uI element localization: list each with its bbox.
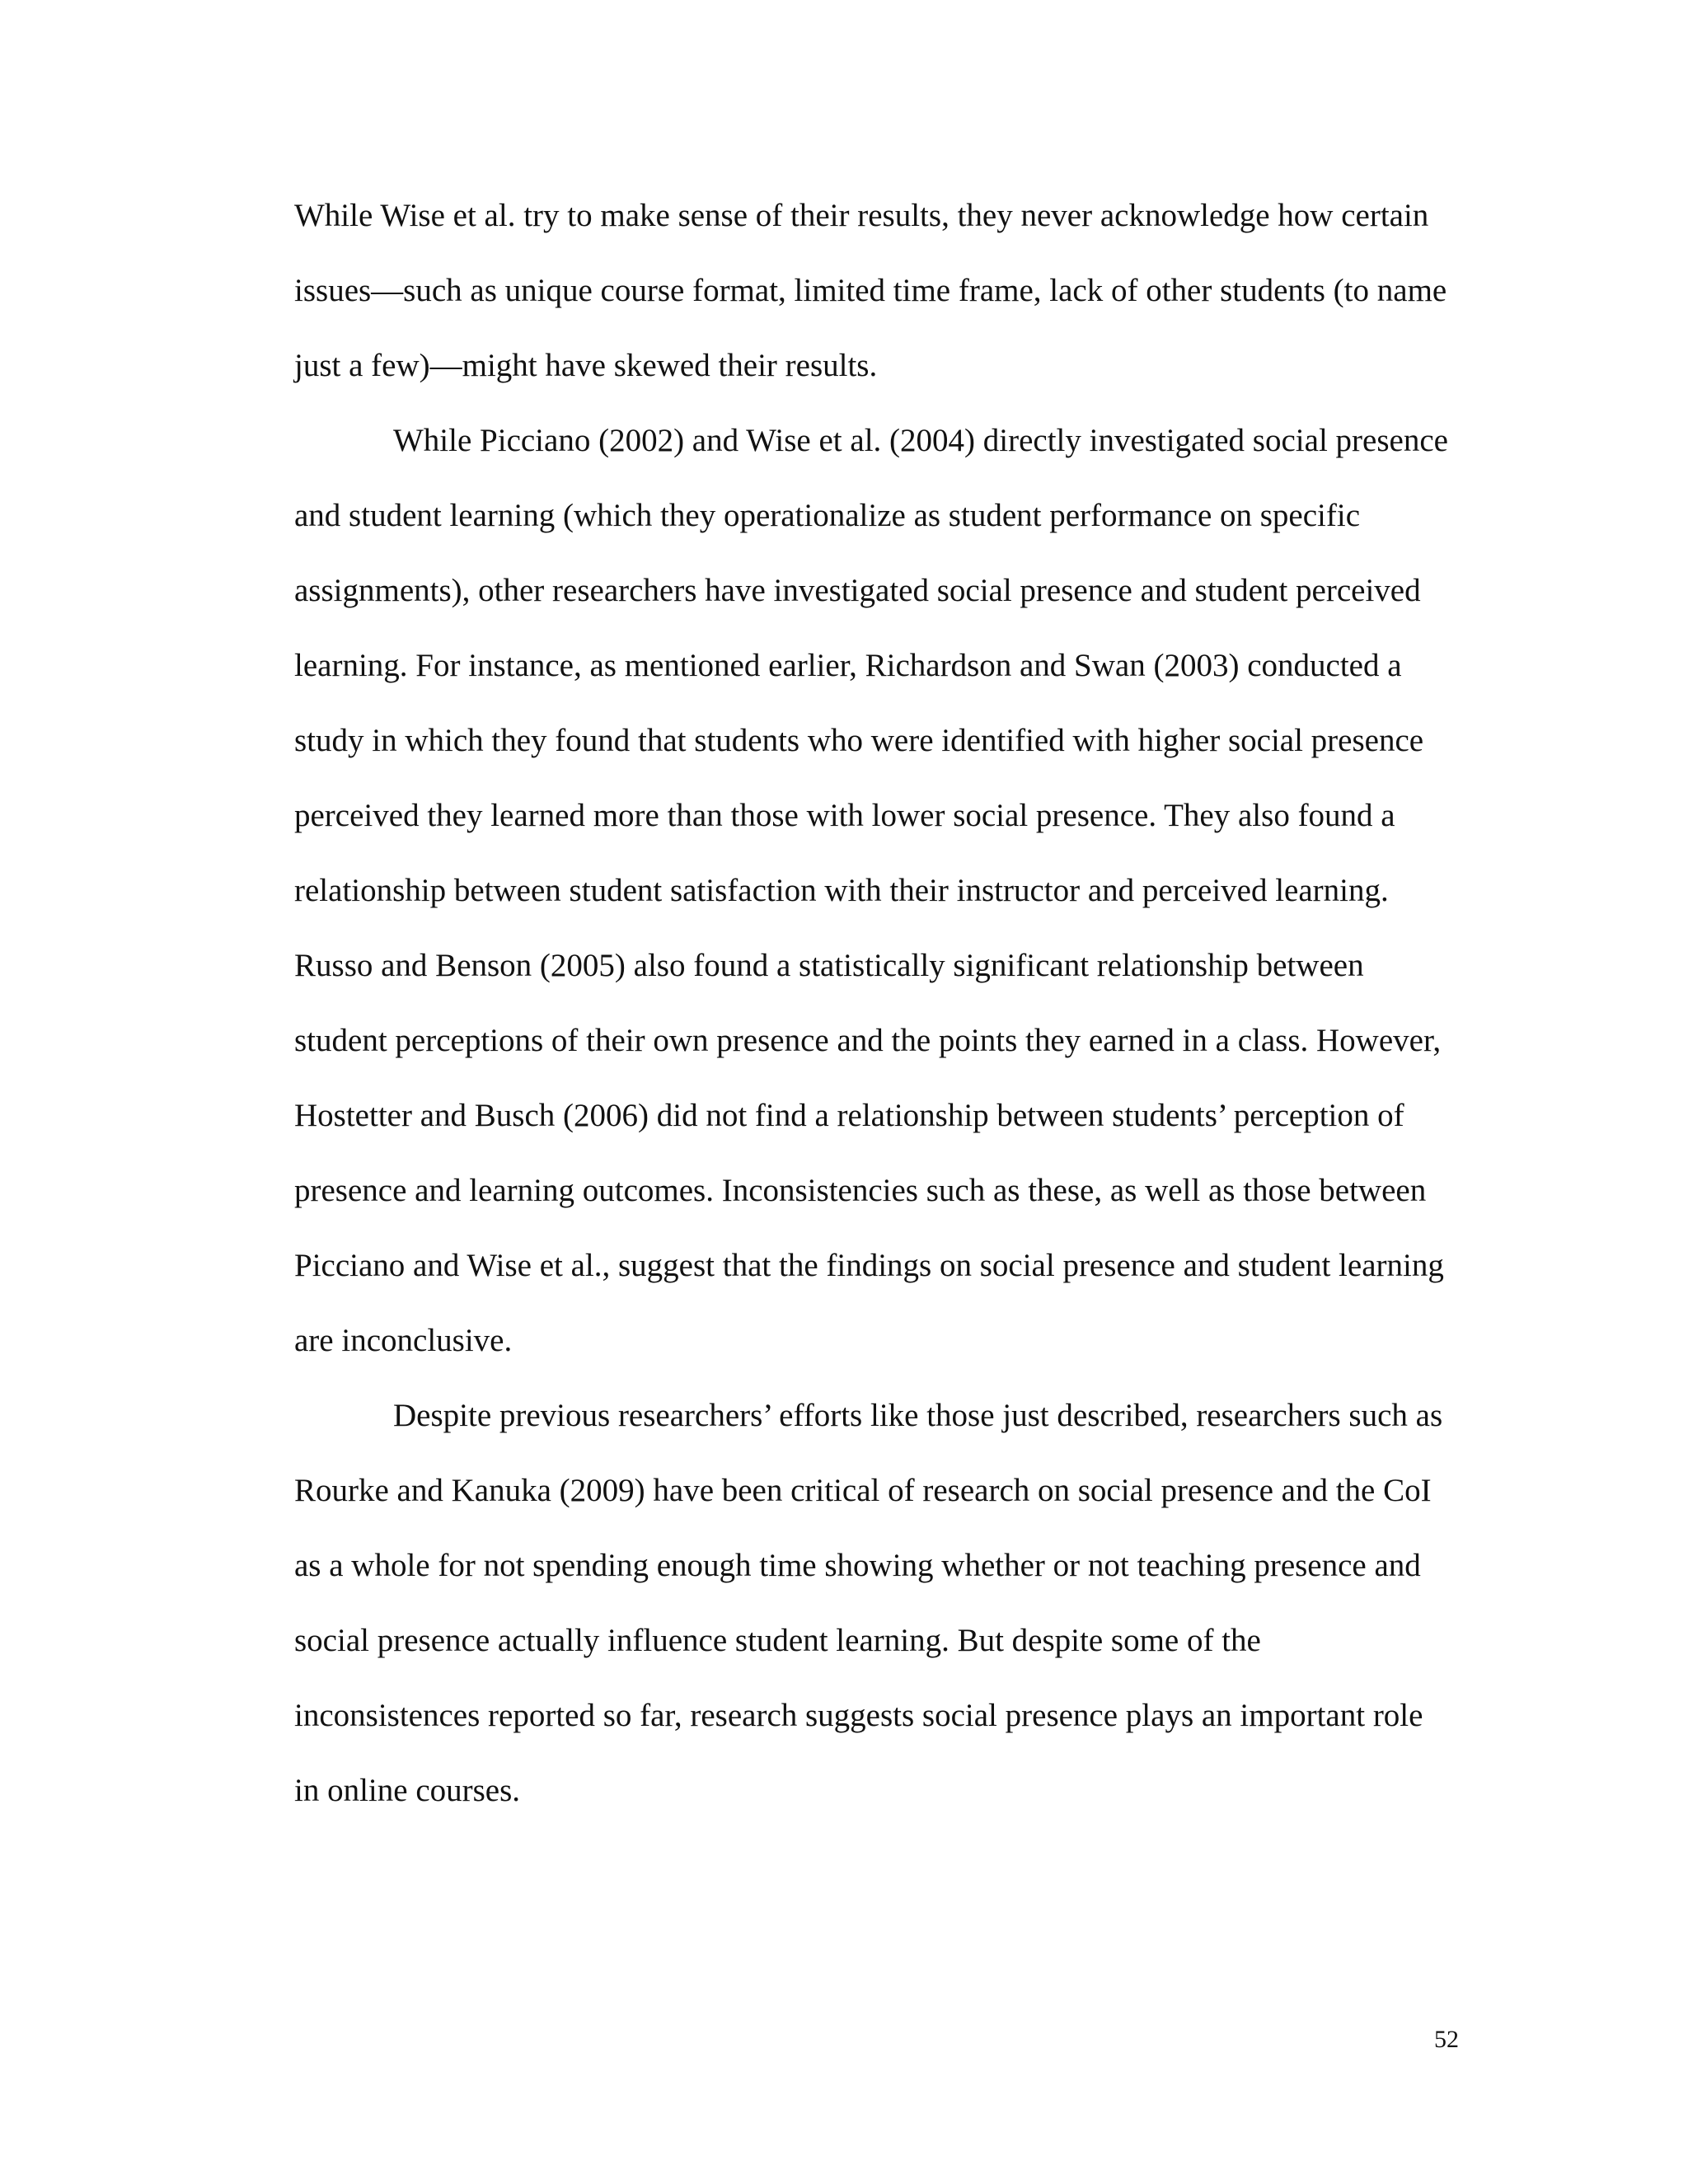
text-line-15: Picciano and Wise et al., suggest that the findings on social presence and student learning — [294, 1248, 1444, 1283]
text-line-7: learning. For instance, as mentioned earlier, Richardson and Swan (2003) conducted a — [294, 648, 1402, 683]
text-line-2: issues—such as unique course format, limited time frame, lack of other students (to name — [294, 273, 1447, 308]
paragraph-2-line-1: While Picciano (2002) and Wise et al. (2004) directly investigated social presence — [393, 423, 1448, 458]
text-line-11: Russo and Benson (2005) also found a statistically significant relationship between — [294, 948, 1364, 983]
text-line-16: are inconclusive. — [294, 1323, 513, 1358]
text-line-9: perceived they learned more than those with lower social presence. They also found a — [294, 798, 1395, 833]
text-line-14: presence and learning outcomes. Inconsistencies such as these, as well as those between — [294, 1173, 1427, 1208]
text-line-3: just a few)—might have skewed their results. — [294, 348, 878, 383]
text-line-13: Hostetter and Busch (2006) did not find a relationship between students’ perception of — [294, 1098, 1404, 1133]
text-line-5: and student learning (which they operationalize as student performance on specific — [294, 498, 1361, 533]
text-line-19: as a whole for not spending enough time showing whether or not teaching presence and — [294, 1548, 1421, 1583]
text-line-22: in online courses. — [294, 1773, 521, 1808]
text-line-10: relationship between student satisfaction with their instructor and perceived learning. — [294, 873, 1389, 908]
text-line-12: student perceptions of their own presence and the points they earned in a class. However, — [294, 1023, 1442, 1058]
text-line-1: While Wise et al. try to make sense of their results, they never acknowledge how certain — [294, 198, 1429, 233]
text-line-20: social presence actually influence student learning. But despite some of the — [294, 1623, 1261, 1658]
paragraph-3-line-1: Despite previous researchers’ efforts like those just described, researchers such as — [393, 1398, 1443, 1433]
text-line-21: inconsistences reported so far, research suggests social presence plays an important role — [294, 1698, 1423, 1733]
text-line-18: Rourke and Kanuka (2009) have been critical of research on social presence and the CoI — [294, 1473, 1432, 1508]
text-line-8: study in which they found that students who were identified with higher social presence — [294, 723, 1424, 758]
text-line-6: assignments), other researchers have investigated social presence and student perceived — [294, 573, 1421, 608]
page-number: 52 — [1434, 2026, 1459, 2053]
